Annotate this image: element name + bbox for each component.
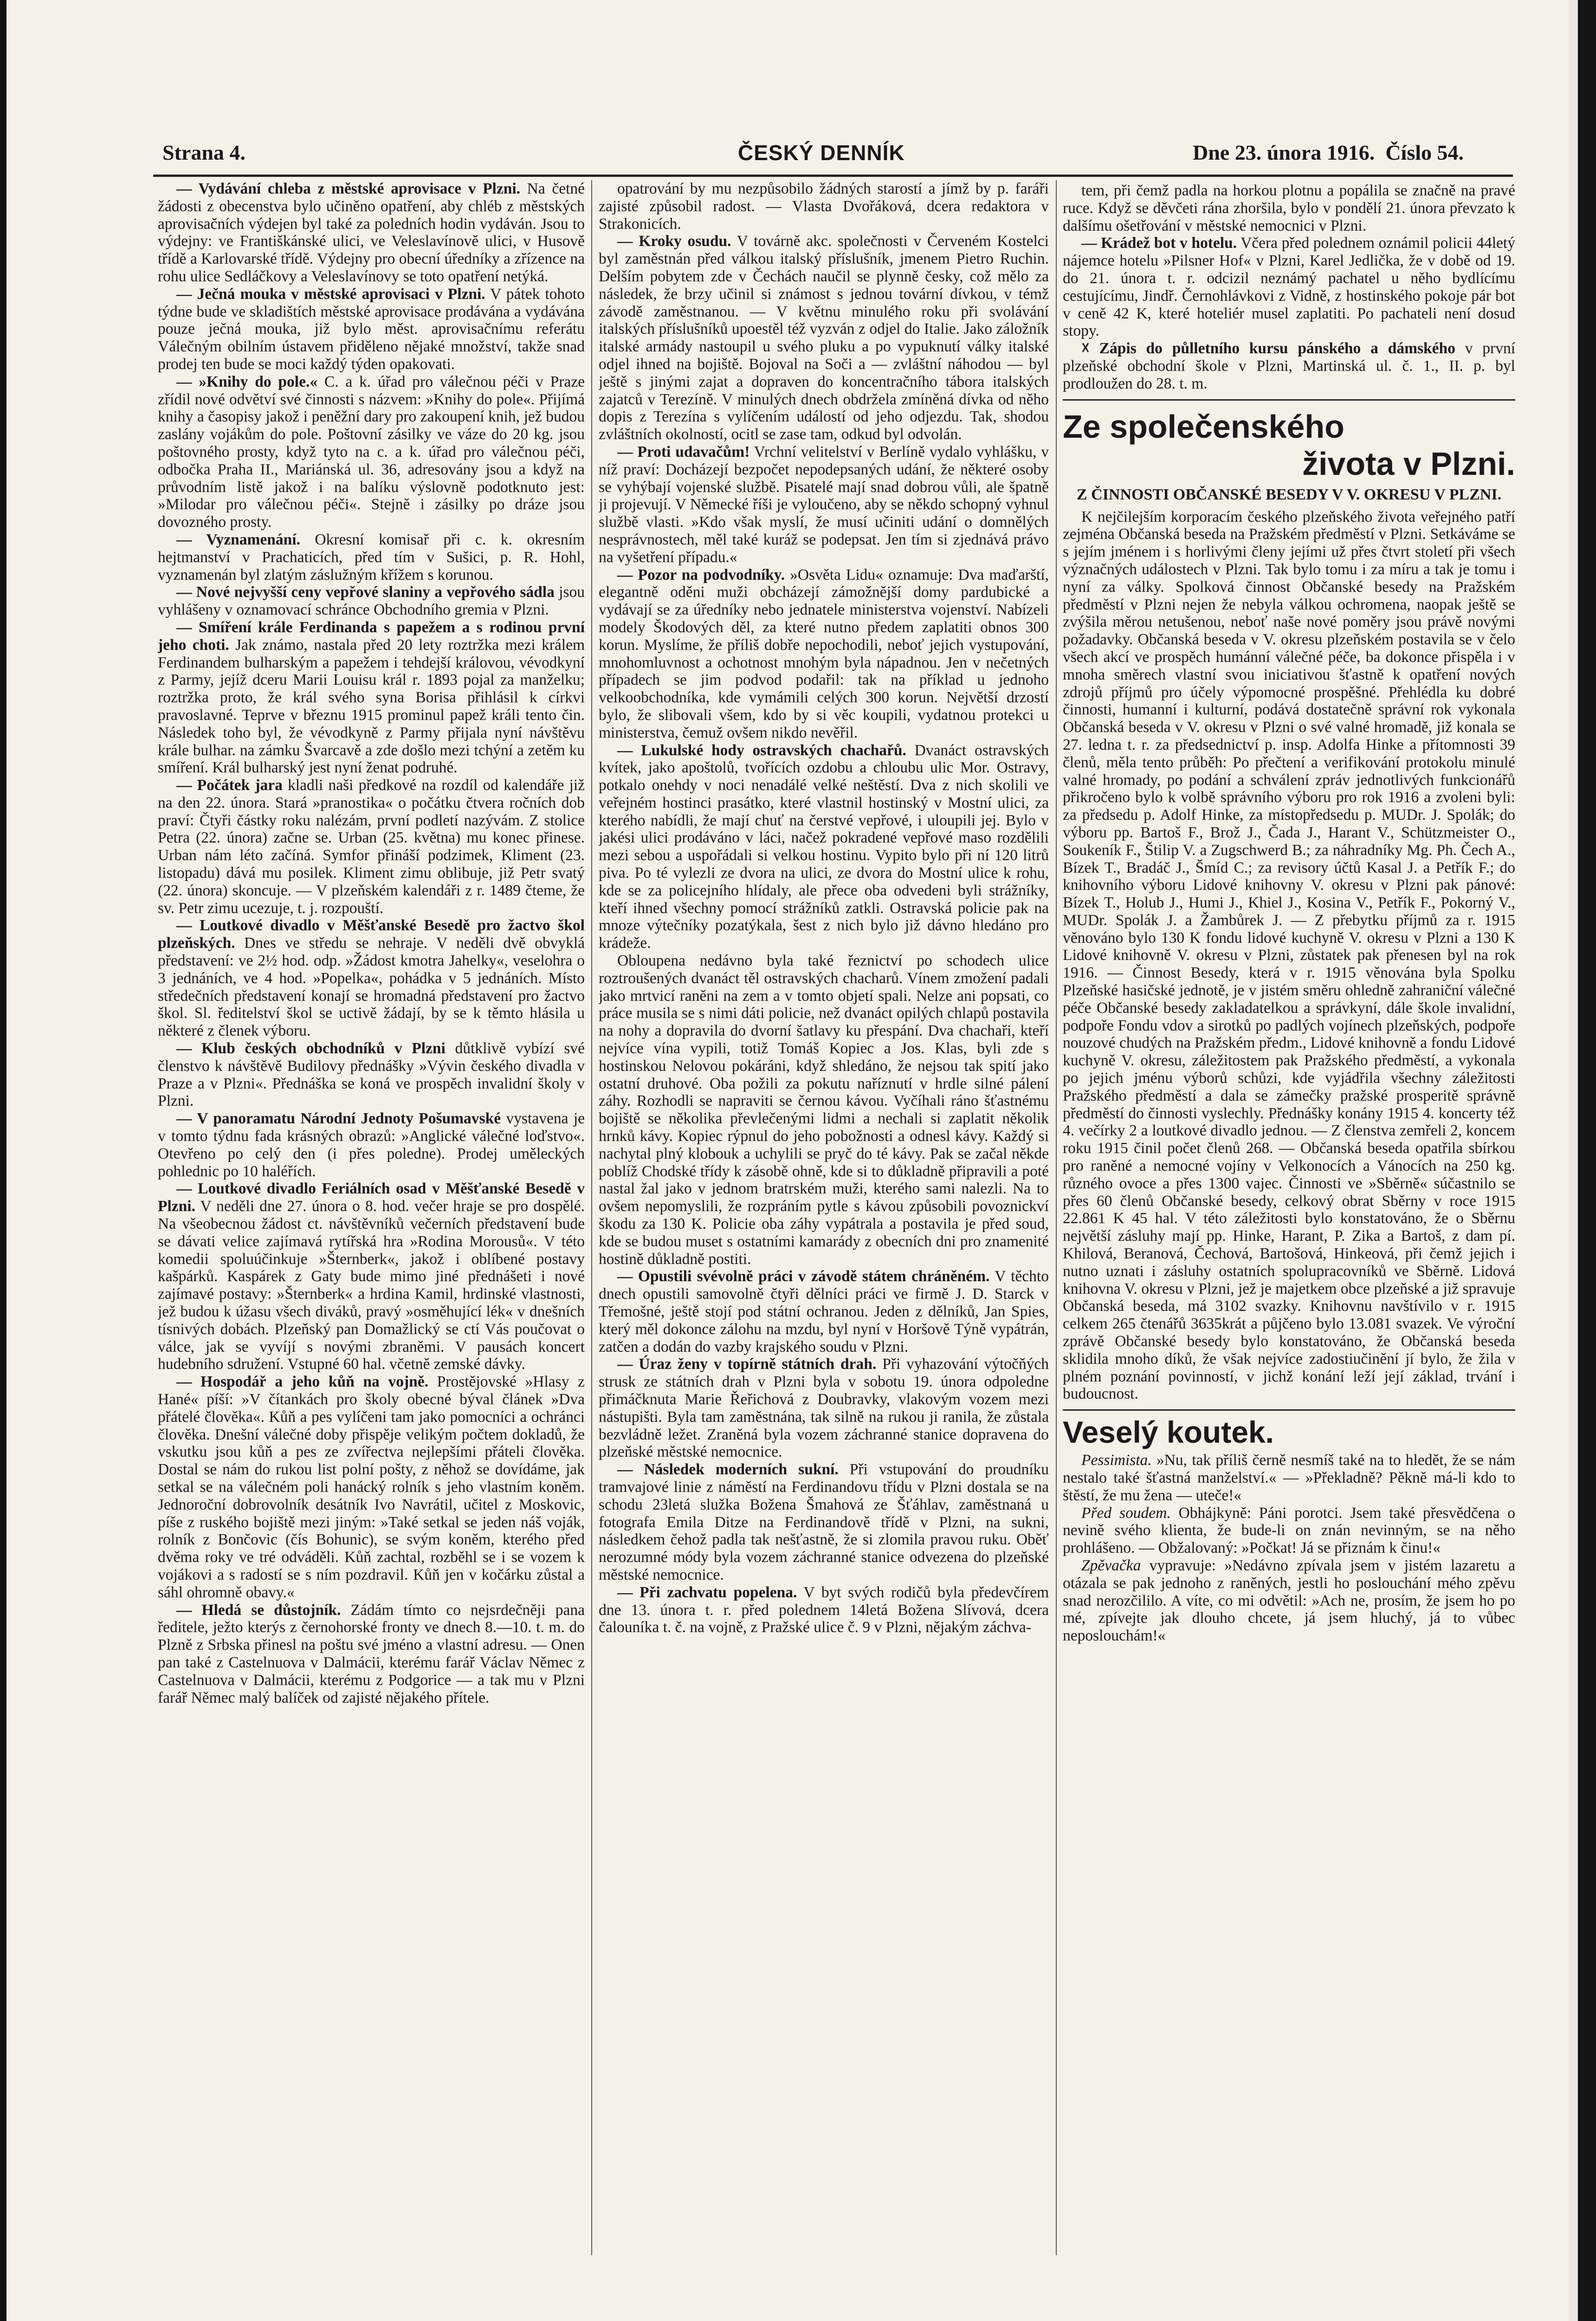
- article-headline: — Lukulské hody ostravských chachařů.: [617, 741, 906, 759]
- page-number: Strana 4.: [162, 141, 246, 164]
- joke-text: »Nu, tak příliš černě nesmíš také na to hledět, že se nám nestalo také šťastná manželství.« — »Překladně? Pěkně má-li kdo to štěstí, že mu žena — uteče!«: [1063, 1452, 1515, 1504]
- joke-item: [1063, 1557, 1515, 1645]
- joke-title: Před soudem.: [1081, 1504, 1171, 1522]
- article-body: Při vstupování do proudníku tramvajové linie z náměstí na Ferdinandovu třídu v Plzni dostala se na schodu 23letá služka Božena Šmahová ze Šťáhlav, zaměstnaná u fotografa Emila Ditze na Ferdinandově třídě v Plzni, na sukni, následkem čehož padla tak nešťastně, že si zlomila pravou ruku. Oběť nerozumné módy byla vozem záchranné stanice odvezena do plzeňské městské nemocnice.: [599, 1461, 1049, 1583]
- joke-item: [1063, 1504, 1515, 1557]
- fun-section: [1063, 1414, 1515, 1645]
- article-headline: — Kroky osudu.: [617, 233, 731, 250]
- column-2: [599, 180, 1049, 2255]
- news-item: [1063, 182, 1515, 234]
- article-body: tem, při čemž padla na horkou plotnu a popálila se značně na pravé ruce. Když se děvčeti rána zhoršila, bylo v pondělí 21. února převzato k dalšímu ošetřování v městské nemocnici v Plzni.: [1063, 182, 1515, 234]
- news-item: [158, 1110, 585, 1180]
- news-item: [158, 583, 585, 619]
- news-item: [599, 742, 1049, 953]
- column-3: [1063, 182, 1515, 2257]
- article-body: Zádám tímto co nejsrdečněji pana ředitele, ježto kterýs z černohorské fronty ve dnech 8.—10. t. m. do Plzně z Srbska přinesl na poštu své jméno a vlastní adresu. — Onen pan také z Castelnuova v Dalmácii, kterému farář Václav Němec z Castelnuova v Dalmácii, kterému z Podgorice — a tak mu v Plzni farář Němec malý balíček od zajisté nějakého přítele.: [158, 1601, 585, 1706]
- article-headline: — Loutkové divadlo Feriálních osad v Měšťanské Besedě v Plzni.: [158, 1180, 585, 1215]
- news-item: [599, 233, 1049, 443]
- social-title-2: života v Plzni.: [1302, 445, 1515, 482]
- article-body: V pátek tohoto týdne bude ve skladištích městské aprovisace prodávána a vydávána pouze ječná mouka, již bylo měst. aprovisačnímu referátu Válečným obilním ústavem přiděleno nějaké množství, takže snad prodej ten bude se moci každý týden opakovati.: [158, 285, 585, 373]
- page-header: [153, 140, 1513, 173]
- article-body: důtklivě vybízí své členstvo k návštěvě Budilovy přednášky »Vývin českého divadla v Praze a v Plzni«. Přednáška se koná ve prospěch invalidní školy v Plzni.: [158, 1040, 585, 1110]
- article-body: V těchto dnech opustili samovolně čtyři dělníci práci ve firmě J. D. Starck v Třemošné, ještě stojí pod státní ochranou. Jeden z dělníků, Jan Spies, který měl dokonce zálohu na mzdu, byl nyní v Horšově Týně vypátrán, zatčen a dodán do vazby krajského soudu v Plzni.: [599, 1268, 1049, 1355]
- news-item: [599, 1268, 1049, 1355]
- section-rule-2: [1063, 1409, 1515, 1411]
- news-item: [158, 777, 585, 917]
- article-body: Okresní komisař při c. k. okresním hejtmanství v Prachaticích, před tím v Sušici, p. R. Hohl, vyznamenán byl zlatým záslužným křížem s korunou.: [158, 531, 585, 583]
- article-body: C. a k. úřad pro válečnou péči v Praze zřídil nové odvětví své činnosti s názvem: »Knihy do pole«. Přijímá knihy a časopisy jakož i peněžní dary pro zakoupení knih, jež budou zaslány vojákům do pole. Poštovní zásilky ve váze do 20 kg. jsou poštovného prosty, když tyto na c. a k. úřad pro válečnou péči, odbočka Praha II., Mariánská ul. 36, adresovány jsou a když na průvodním listě jakož i na balíku výslovně podotknuto jest: »Milodar pro válečnou péči«. Stejně i zásilky po dráze jsou dovozného prosty.: [158, 373, 585, 531]
- article-body: opatrování by mu nezpůsobilo žádných starostí a jímž by p. faráři zajisté způsobil radost. — Vlasta Dvořáková, dcera redaktora v Strakonicích.: [599, 180, 1049, 233]
- header-rule: [153, 175, 1513, 177]
- fun-title: Veselý koutek.: [1063, 1415, 1274, 1450]
- news-item: [158, 531, 585, 583]
- article-headline: ☓ Zápis do půlletního kursu pánského a dámského: [1081, 340, 1455, 357]
- article-body: v první plzeňské obchodní škole v Plzni, Martinská ul. č. 1., II. p. byl prodloužen do 28. t. m.: [1063, 340, 1515, 392]
- article-body: Dnes ve středu se nehraje. V neděli dvě obvyklá představení: ve 2½ hod. odp. »Žádost kmotra Jahelky«, veselohra o 3 jednáních, ve 4 hod. »Popelka«, pohádka v 5 jednáních. Místo středečních představení konají se hromadná představení pro žactvo škol. Sl. ředitelství škol se uctivě žádají, by se k těmto hlásila u některé z členek výboru.: [158, 934, 585, 1040]
- column-3-news: [1063, 182, 1515, 393]
- article-headline: — V panoramatu Národní Jednoty Pošumavské: [176, 1110, 501, 1128]
- news-item: [599, 566, 1049, 742]
- article-body: Vrchní velitelství v Berlíně vydalo vyhlášku, v níž praví: Docházejí bezpočet nepodepsaných udání, že některé osoby se vyhýbají vojenské službě. Pisatelé mají snad dobrou vůli, ale špatně ji projevují. V Německé říši je vyloučeno, aby se někdo schopný vyhnul službě vlasti. »Kdo však myslí, že musí učiniti udání o domnělých nesprávnostech, měl také kuráž se podepsat. Jen tím si zjednává právo na vyšetření případu.«: [599, 443, 1049, 566]
- article-headline: — Vydávání chleba z městské aprovisace v Plzni.: [176, 180, 521, 197]
- column-rule-2: [1056, 180, 1057, 2255]
- news-item: [599, 443, 1049, 566]
- news-item: [599, 1461, 1049, 1584]
- article-body: Na četné žádosti z obecenstva bylo učiněno opatření, aby chléb z městských aprovisačních výdejen byl také za poledních hodin vydáván. Jsou to výdejny: ve Františkánské ulici, ve Veleslavínově ulici, v Husově třídě a Karlovarské třídě. Výdejny pro obecní úředníky a zřízence na rohu ulice Sedláčkovy a Veleslavínovy se toto opatření netýká.: [158, 180, 585, 285]
- article-headline: — Nové nejvyšší ceny vepřové slaniny a vepřového sádla: [176, 583, 555, 601]
- social-subtitle: Z ČINNOSTI OBČANSKÉ BESEDY V V. OKRESU V PLZNI.: [1076, 486, 1502, 503]
- article-headline: — Krádež bot v hotelu.: [1081, 234, 1237, 252]
- article-headline: — Úraz ženy v topírně státních drah.: [617, 1355, 877, 1373]
- scan-edge-right: [1578, 0, 1596, 2321]
- article-body: V továrně akc. společnosti v Červeném Kostelci byl zaměstnán před válkou italský příslušník, jmenem Pietro Ruchin. Delším pobytem zde v Čechách naučil se plynně česky, což mělo za následek, že brzy učinil si známost s jednou tovární dívkou, v témž závodě zaměstnanou. — V květnu minulého roku při svolávání italských příslušníků upoestěl též vyzván z odjel do Italie. Jako záložník italské armády nastoupil u svého pluku a po vypuknutí války italské odjel ihned na bojiště. Bojoval na Soči a — zvláštní náhodou — byl ještě s jinými zajat a dopraven do koncentračního tábora italských zajatců v Terezíně. V minulých dnech obdržela zmíněná dívka od něho dopis z Terezína s vylíčením událostí od jeho odjezdu. Tak, shodou zvláštních okolností, ocitl se zase tam, odkud byl odvolán.: [599, 233, 1049, 443]
- article-body: Při vyhazování výtočňých strusk ze státních drah v Plzni byla v sobotu 19. února odpoledne přimáčknuta Marie Řeřichová z Doubravky, vlakovým vozem mezi nástupišti. Byla tam zaměstnána, tak silně na rukou ji ranila, že zůstala bezvládně ležet. Zraněná byla vozem záchranné stanice dopravena do plzeňské městské nemocnice.: [599, 1355, 1049, 1461]
- article-headline: — Klub českých obchodníků v Plzni: [176, 1040, 446, 1057]
- social-title-1: Ze společenského: [1063, 408, 1344, 445]
- adjacent-page-strip: [1569, 0, 1579, 2321]
- joke-item: [1063, 1452, 1515, 1504]
- joke-title: Pessimista.: [1081, 1452, 1152, 1469]
- article-body: vystavena je v tomto týdnu fada krásných obrazů: »Anglické válečné loďstvo«. Otevřeno po celý den (i přes poledne). Prodej uměleckých pohlednic po 10 haléřích.: [158, 1110, 585, 1180]
- article-body: V byt svých rodičů byla předevčírem dne 13. února t. r. před polednem 14letá Božena Slívová, dcera čalouníka t. č. na vojně, z Pražské ulice č. 9 v Plzni, nějakým záchva-: [599, 1583, 1049, 1636]
- news-item: [1063, 340, 1515, 392]
- article-body: Dvanáct ostravských kvítek, jako apoštolů, tvořících ozdobu a chloubu ulic Mor. Ostravy, potkalo onehdy v noci nenadálé velké neštěstí. Dva z nich skolili ve veřejném hostinci prasátko, které vlastnil hostinský v Mostní ulici, za kterého nabídli, že mají chuť na čerstvé vepřové, i uloupili jej. Bylo v jakési ulici prodáváno v láci, načež pokradené vepřové maso rozdělili mezi sebou a uspořádali si velkou hostinu. Vypito bylo při ní 120 litrů piva. Po té vylezli ze dvora na ulici, ze dvora do Mostní ulice k rohu, kde se za policejního hlídaly, ale přece oba odvedeni byli strážníky, kteří ihned všechny pomocí strážníků zatkli. Ostravská policie pak na mnoze výtečníky pozatýkala, šest z nich bylo již dávno hledáno pro krádeže.: [599, 741, 1049, 952]
- article-body: jsou vyhlášeny v oznamovací schránce Obchodního gremia v Plzni.: [158, 583, 585, 619]
- news-item: [158, 373, 585, 531]
- article-headline: — Smíření krále Ferdinanda s papežem a s rodinou první jeho choti.: [158, 618, 585, 654]
- news-item: [158, 1373, 585, 1601]
- news-item: [158, 1601, 585, 1707]
- joke-text: Obhájkyně: Páni porotci. Jsem také přesvědčena o nevině svého klienta, že bude-li on znán nevinným, se na něho prohlášeno. — Obžalovaný: »Počkat! Já se přiznám k činu!«: [1063, 1504, 1515, 1557]
- article-headline: — Hospodář a jeho kůň na vojně.: [176, 1373, 428, 1391]
- news-item: [158, 619, 585, 777]
- article-headline: — Proti udavačům!: [617, 443, 750, 460]
- news-item: [599, 952, 1049, 1268]
- news-item: [158, 917, 585, 1040]
- news-item: [158, 1040, 585, 1110]
- news-item: [599, 1584, 1049, 1636]
- article-headline: — Následek moderních sukní.: [617, 1461, 839, 1478]
- masthead-title: ČESKÝ DENNÍK: [738, 141, 905, 165]
- column-rule-1: [591, 180, 592, 2255]
- article-body: kladli naši předkové na rozdíl od kalendáře již na den 22. února. Stará »pranostika« o počátku čtvera ročních dob praví: Čtyři částky roku nalézám, první podletí nazývám. Z stolice Petra (22. února) začne se. Urban (25. května) mu konec přinese. Urban nám léto začíná. Symfor přináší podzimek, Kliment (23. listopadu) dává mu posilek. Kliment zimu oblibuje, již Petr svatý (22. února) skoncuje. — V plzeňském kalendáři z r. 1489 čteme, že sv. Petr zimu ucezuje, t. j. rozpouští.: [158, 777, 585, 917]
- joke-text: vypravuje: »Nedávno zpívala jsem v jistém lazaretu a otázala se pak jednoho z raněných, jestli ho poslouchání mého zpěvu snad nerozčililo. A víte, co mi odvětil: »Ach ne, prosím, že jsem ho po mé, zpívejte jak dlouho chcete, já jsem hluchý, já to vůbec neposlouchám!«: [1063, 1556, 1515, 1645]
- joke-title: Zpěvačka: [1081, 1556, 1141, 1574]
- article-headline: — Vyznamenání.: [176, 531, 300, 548]
- article-headline: — Počátek jara: [176, 777, 283, 794]
- article-body: Jak známo, nastala před 20 lety roztržka mezi králem Ferdinandem bulharským a papežem i tehdejší královou, vévodkyní z Parmy, jejíž dceru Marii Louisu král r. 1893 pojal za manželku; roztržka proto, že král svého syna Borisa přihlásil k církvi pravoslavné. Teprve v březnu 1915 prominul papež králi tento čin. Následek toho byl, že vévodkyně z Parmy přijala nyní návštěvu krále bulhar. na zámku Švarcavě a zde došlo mezi tchýní a zetěm ku smíření. Král bulharský jest nyní ženat podruhé.: [158, 636, 585, 777]
- section-rule: [1063, 399, 1515, 401]
- issue-date-number: Dne 23. února 1916. Číslo 54.: [1193, 141, 1464, 164]
- column-1: [158, 180, 585, 2255]
- article-headline: — Opustili svévolně práci v závodě státem chráněném.: [617, 1268, 990, 1285]
- scan-edge-left: [0, 0, 6, 2321]
- article-headline: — »Knihy do pole.«: [176, 373, 318, 390]
- news-item: [158, 1180, 585, 1373]
- article-body: Včera před polednem oznámil policii 44letý nájemce hotelu »Pilsner Hof« v Plzni, Karel Jedlička, že v době od 19. do 21. února t. r. odcizil neznámý pachatel u něho bydlícímu cestujícímu, Jindř. Černohlávkovi z Vidně, z hostinského pokoje pár bot v ceně 42 K, které hoteliér musel zaplatiti. Po pachateli není dosud stopy.: [1063, 234, 1515, 340]
- article-headline: — Pozor na podvodníky.: [617, 566, 785, 583]
- article-body: Obloupena nedávno byla také řeznictví po schodech ulice roztroušených dvanáct těl ostravských chacharů. Vínem zmožení padali jako mrtvicí raněni na zem a v tomto objetí spali. Nelze ani popsati, co práce musila se s nimi dáti policie, než dvanáct opilých chlapů postavila na nohy a dopravila do dvorní šatlavy ku přespání. Dva chachaři, kteří nejvíce vína vypili, totiž Tomáš Kopiec a Jos. Klas, byli zde s hostinskou Nelovou pokáráni, když shledáno, že nejsou tak spití jako ostatní druhové. Oba požili za pokutu naříznutí v hrdle silné pálení záhy. Rozhodli se napraviti se černou kávou. Vyčíhali ráno šťastnému bojiště se několika převlečenými lidmi a nechali si zaplatit několik hrnků kávy. Kopiec rýpnul do jeho pobožnosti a odnesl kávy. Každý si nachytal plný klobouk a uchylili se pryč do té kávy. Pak se začal někde poblíž Chodské třídy k zásobě ohně, kde si to důkladně připravili a poté nastal žal jako v jednom bratrském muži, kterého sami nalezli. Na to ovšem nepomyslili, že rozpráním pytle s kávou způsobili povoznickví škodu za 130 K. Policie oba záhy vypátrala a postavila je před soud, kde se budou muset s ostatními kamarády z obecních dni pro znamenité hostině důkladně postiti.: [599, 952, 1049, 1268]
- news-item: [599, 1355, 1049, 1461]
- article-headline: — Hledá se důstojník.: [176, 1601, 341, 1619]
- article-body: V neděli dne 27. února o 8. hod. večer hraje se pro dospělé. Na všeobecnou žádost ct. návštěvníků večerních představení bude se dávati velice zajímavá rytířská hra »Rodina Morousů«. V této komedii spoluúčinkuje »Šternberk«, jakož i oblíbené postavy kašpárků. Kaspárek z Gaty bude mimo jiné přednášeti i nové zajímavé postavy: »Šternberk« a hrdina Kamil, hrdinské vlastnosti, jež budou k úžasu všech diváků, pravý »osměhující lék« v dnešních tísnivých dobách. Plzeňský pan Domažlický se ctí Vás poučovat o válce, jak se vyvíjí s novými zbraněmi. V pausách koncert hudebního sdružení. Vstupné 60 hal. včetně zemské dávky.: [158, 1198, 585, 1373]
- social-section: [1063, 409, 1515, 1403]
- fun-items: [1063, 1452, 1515, 1645]
- article-body: »Osvěta Lidu« oznamuje: Dva maďarští, elegantně oděni muži obcházejí zámožnější domy pardubické a vydávají se za úředníky nebo jednatele ministerstva vojenství. Nabízeli modely Škodových děl, za které nutno předem zaplatiti obnos 300 korun. Myslíme, že příliš dobře nepochodili, neboť jejich vystupování, mnohomluvnost a ochotnost mnohým byla nápadnou. Jen v nečetných případech se jim podvod podařil: tak na příklad u jednoho velkoobchodníka, kde vymámili celých 300 korun. Největší drzostí bylo, že slibovali všem, kdo by si věc koupili, vydatnou protekci u ministerstva, čemuž ovšem nikdo nevěřil.: [599, 566, 1049, 741]
- article-headline: — Při zachvatu popelena.: [617, 1583, 797, 1601]
- article-headline: — Ječná mouka v městské aprovisaci v Plzni.: [176, 285, 485, 303]
- news-item: [1063, 234, 1515, 340]
- news-item: [158, 285, 585, 373]
- social-text: K nejčilejším korporacím českého plzeňského života veřejného patří zejména Občanská beseda na Pražském předměstí v Plzni. Setkáváme se s jejím jménem i s horlivými členy jejími už přes čtvrt století při všech význačných událostech v Plzni. Tak bylo tomu i za míru a tak je tomu i nyní za války. Spolková činnost Občanské besedy na Pražském předměstí v Plzni nejen že nebyla válkou ochromena, naopak ještě se zvýšila měrou netušenou, neboť naše nové poměry jsou právě novými požadavky. Občanská beseda v V. okresu plzeňském postavila se v čelo všech akcí ve prospěch humánní válečné péče, ba dokonce přispěla i v mnoha směrech vlastní svou iniciativou šťastně k opatření nových zdrojů příjmů pro účely výpomocné prospěšné. Přehlédla ku dobré činnosti, humanní i kulturní, podává dostatečně správní rok vykonala Občanská beseda v V. okresu v Plzni o své valné hromadě, již konala se 27. ledna t. r. za předsednictví p. insp. Adolfa Hinke a přítomnosti 39 členů, měla tento průběh: Po přečtení a verifikování protokolu minulé valné hromady, po podání a schválení zpráv jednotlivých funkcionářů přikročeno bylo k volbě správního výboru pro rok 1916 a zvoleni byli: za předsedu p. Adolf Hinke, za místopředsedu p. MUDr. J. Spolák; do výboru pp. Bartoš F., Brož J., Čada J., Harant V., Schützmeister O., Soukeník F., Štilip V. a Zugschwerd B.; za náhradníky Mg. Ph. Čech A., Bízek T., Bradáč J., Šmíd C.; za revisory účtů Kasal J. a Petřík F.; do knihovního výboru Lidové knihovny V. okresu v Plzni pak pánové: Bízek T., Holub J., Humi J., Khiel J., Kosina V., Petřík F., Pokorný V., MUDr. Spolák J. a Žambůrek J. — Z přebytku příjmů za r. 1915 věnováno bylo 130 K fondu lidové kuchyně V. okresu v Plzni a 130 K Lidové knihovně V. okresu v Plzni, zůstatek pak přenesen byl na rok 1916. — Činnost Besedy, která v r. 1915 věnována byla Spolku Plzeňské hasičské jednotě, je v jistém směru ohledně zahraniční válečné péče Občanské besedy zakladatelkou a správkyní, dále škole invalidní, podpoře Fondu vdov a sirotků po padlých vojínech plzeňských, podpoře nouzové chudých na Pražském předm., Lidové knihovně a fondu Lidové kuchyně V. okresu, záležitostem pak Pražského předměstí, a vykonala po jejich jménu výborů schůzi, kde vyjádřila všechny záležitosti Pražského předměstí a dala se zámečky pražské prosperitě správně předměstí do činnosti vyslechly. Přednášky konány 1915 4. koncerty též 4. večírky 2 a loutkové divadlo jednou. — Z členstva zemřeli 2, koncem roku 1915 činil počet členů 268. — Občanská beseda opatřila sbírkou pro raněné a nemocné vojíny v Velkonocích a Vánocích na 250 kg. různého ovoce a přes 1300 vajec. Činnosti ve »Sběrně« súčastnilo se přes 60 členů Občanské besedy, celkový obrat Sběrny v roce 1915 22.861 K 45 hal. V této záležitosti bylo konstatováno, že o Sběrnu největší zásluhy mají pp. Hinke, Harant, P. Zika a Bartoš, z dam pí. Khilová, Beranová, Čechová, Bartošová, Hinkeová, při čemž jejich i nutno uznati i zásluhy ostatních spolupracovníků ve Sběrně. Lidová knihovna V. okresu v Plzni, jež je majetkem obce plzeňské a již spravuje Občanská beseda, má 3102 svazky. Knihovnu navštívilo v r. 1915 celkem 265 čtenářů 3635krát a půjčeno bylo 13.081 svazek. Ve výroční zprávě Občanské besedy bylo konstatováno, že Občanská beseda sklidila mnoho díků, že však nejvíce zadostiučinění jí bylo, že žila v plném poznání povinností, v jichž konání leží její základ, trvání i budoucnost.: [1063, 508, 1515, 1403]
- news-item: [158, 180, 585, 285]
- article-body: Prostějovské »Hlasy z Hané« píší: »V čítankách pro školy obecné býval článek »Dva přátelé člověka«. Kůň a pes vylíčeni tam jako pomocníci a ochránci člověka. Dnešní válečné doby přispěje velikým počtem dokladů, že vskutku jsou kůň a pes ze zvířectva nejlepšími přáteli člověka. Dostal se nám do rukou list polní pošty, z něhož se dovídáme, jak setkal se na válečném poli hanácký rolník s jeho vlastním koněm. Jednoroční dobrovolník desátník Ivo Navrátil, učitel z Moskovic, píše z ruského bojiště mezi jiným: »Také setkal se jeden náš voják, rolník z Bončovic (čís Bohunic), se svým koněm, kterého před dvěma roky ve tré odváděli. Kůň zachtal, rozběhl se i se vozem k vojákovi a s radostí se s ním pozdravil. Kůň jen v kočárku zůstal a sáhl ohromně obavy.«: [158, 1373, 585, 1601]
- article-headline: — Loutkové divadlo v Měšťanské Besedě pro žactvo škol plzeňských.: [158, 917, 585, 952]
- news-item: [599, 180, 1049, 233]
